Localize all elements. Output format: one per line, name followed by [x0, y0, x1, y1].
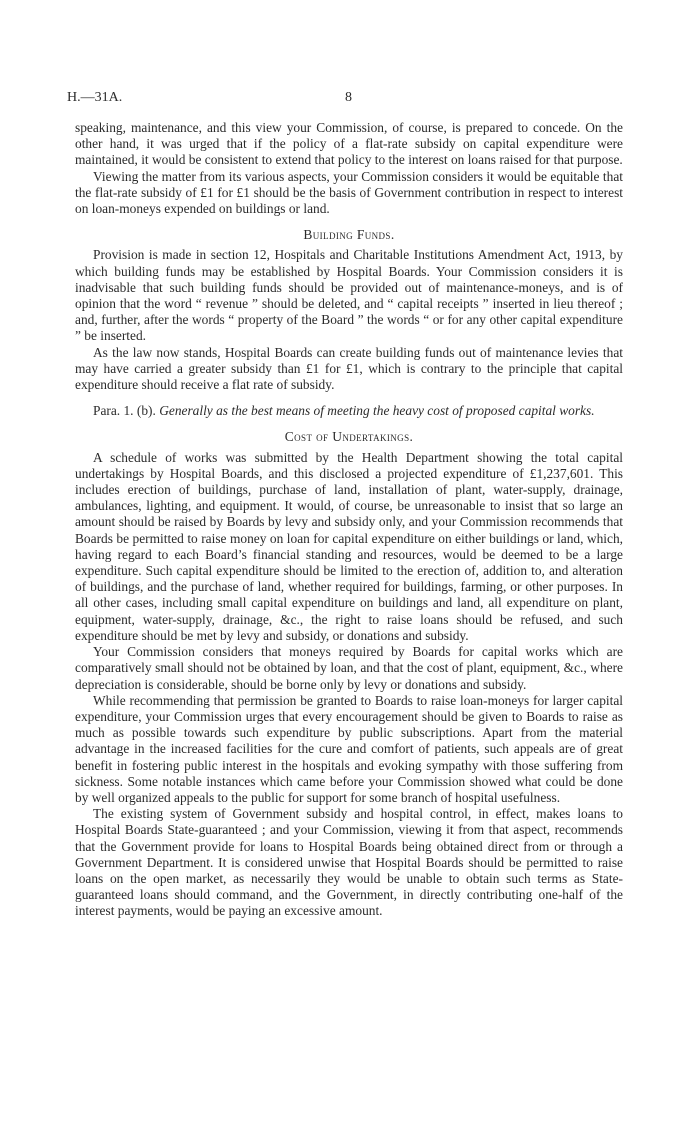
page-header: [67, 90, 623, 110]
terms-reference-text: Generally as the best means of meeting the heavy cost of proposed capital works.: [159, 403, 595, 419]
terms-reference-label: Para. 1. (b).: [93, 403, 156, 419]
paragraph: Your Commission considers that moneys required by Boards for capital works which are comparatively small should not be obtained by loan, and that the cost of plant, equipment, &c., where depreciation is considerable, should be borne only by levy or donations and subsidy.: [75, 644, 623, 692]
terms-reference: [75, 403, 623, 419]
section-heading-cost-of-undertakings: Cost of Undertakings.: [284, 429, 414, 445]
paragraph: While recommending that permission be granted to Boards to raise loan-moneys for larger capital expenditure, your Commission urges that every encouragement should be given to Boards to raise as much as possible towards such expenditure by public subscriptions. Apart from the material advantage in the increased facilities for the cure and comfort of patients, such appeals are of great benefit in fostering public interest in the hospitals and evoking sympathy with those suffering from sickness. Some notable instances which came before your Commission showed what could be done by well organized appeals to the public for support for some branch of hospital usefulness.: [75, 692, 623, 805]
body-text: [75, 120, 623, 920]
paragraph: Provision is made in section 12, Hospitals and Charitable Institutions Amendment Act, 1913, by which building funds may be established by Hospital Boards. Your Commission considers it is inadvisable that such building funds should be provided out of maintenance-moneys, and is of opinion that the word “ revenue ” should be deleted, and “ capital receipts ” inserted in lieu thereof ; and, further, after the words “ property of the Board ” the words “ or for any other capital expenditure ” be inserted.: [75, 247, 623, 344]
paragraph: Viewing the matter from its various aspects, your Commission considers it would be equitable that the flat-rate subsidy of £1 for £1 should be the basis of Government contribution in respect to interest on loan-moneys expended on buildings or land.: [75, 168, 623, 217]
page-number: 8: [345, 90, 352, 105]
section-heading-building-funds: Building Funds.: [303, 227, 395, 243]
paragraph: As the law now stands, Hospital Boards can create building funds out of maintenance levies that may have carried a greater subsidy than £1 for £1, which is contrary to the principle that capital expenditure should receive a flat rate of subsidy.: [75, 344, 623, 393]
document-reference: H.—31A.: [67, 90, 123, 105]
paragraph: The existing system of Government subsidy and hospital control, in effect, makes loans to Hospital Boards State-guaranteed ; and your Commission, viewing it from that aspect, recommends that the Government provide for loans to Hospital Boards being obtained direct from or through a Government Department. It is considered unwise that Hospital Boards should be permitted to raise loans on the open market, as necessarily they would be unable to obtain such terms as State-guaranteed loans should command, and the Government, in directly contributing one-half of the interest payments, would be paying an excessive amount.: [75, 806, 623, 919]
paragraph: speaking, maintenance, and this view your Commission, of course, is prepared to concede. On the other hand, it was urged that if the policy of a flat-rate subsidy on capital expenditure were maintained, it would be consistent to extend that policy to the interest on loans raised for that purpose.: [75, 120, 623, 168]
paragraph: A schedule of works was submitted by the Health Department showing the total capital undertakings by Hospital Boards, and this disclosed a projected expenditure of £1,237,601. This includes erection of buildings, purchase of land, installation of plant, water-supply, drainage, ambulances, lighting, and equipment. It would, of course, be unreasonable to insist that so large an amount should be raised by Boards by levy and subsidy only, and your Commission recommends that Boards be permitted to raise money on loan for capital expenditure on either buildings or land, which, having regard to each Board’s financial standing and resources, would be deemed to be a large expenditure. Such capital expenditure should be limited to the erection of, addition to, and alteration of buildings, and the purchase of land, whether required for buildings, farming, or other purposes. In all other cases, including small capital expenditure on buildings and land, all expenditure on plant, equipment, water-supply, drainage, &c., the right to raise loans should be refused, and such expenditure should be met by levy and subsidy, or donations and subsidy.: [75, 449, 623, 643]
